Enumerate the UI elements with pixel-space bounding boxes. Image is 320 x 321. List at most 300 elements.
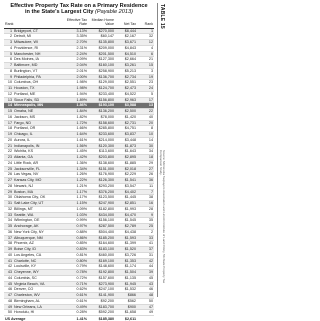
table-row xyxy=(4,218,154,224)
row-value: $124,700 xyxy=(88,86,115,92)
row-value: $156,800 xyxy=(88,97,115,103)
row-rank: 16 xyxy=(137,201,154,207)
row-city-name: Seattle, WA xyxy=(14,212,34,217)
row-rate: 1.56% xyxy=(62,143,88,149)
row-rank-number: 36 xyxy=(7,229,12,234)
row-rank: 19 xyxy=(137,74,154,80)
title-line-1: Effective Property Tax Rate on a Primary Residence xyxy=(10,3,148,9)
row-tax: $3,448 xyxy=(115,137,137,143)
row-rank: 23 xyxy=(137,80,154,86)
table-row xyxy=(4,281,154,287)
row-rate: 0.78% xyxy=(62,270,88,276)
row-tax: $3,547 xyxy=(115,183,137,189)
table-number-label: TABLE 15 xyxy=(159,4,165,29)
row-rank-number: 34 xyxy=(7,218,12,223)
row-value: $247,100 xyxy=(88,287,115,293)
row-rate: 1.34% xyxy=(62,166,88,172)
row-value: $201,500 xyxy=(88,51,115,57)
row-tax: $3,261 xyxy=(115,63,137,69)
row-tax: $2,551 xyxy=(115,80,137,86)
row-value: $156,100 xyxy=(88,218,115,224)
row-tax: $2,851 xyxy=(115,201,137,207)
row-rank-number: 37 xyxy=(7,235,12,240)
row-rate: 0.80% xyxy=(62,258,88,264)
row-rank: 26 xyxy=(137,172,154,178)
row-rank-number: 43 xyxy=(7,270,12,275)
table-row xyxy=(4,264,154,270)
table-row xyxy=(4,143,154,149)
row-rank: 34 xyxy=(137,149,154,155)
row-rate: 1.22% xyxy=(62,178,88,184)
table-row xyxy=(4,293,154,299)
table-row xyxy=(4,132,154,138)
row-rank-number: 25 xyxy=(7,166,12,171)
row-rank-number: 15 xyxy=(7,109,12,114)
table-row xyxy=(4,109,154,115)
row-city-name: New Orleans, LA xyxy=(14,304,42,309)
table-row xyxy=(4,28,154,34)
row-city-name: New York City, NY xyxy=(14,229,44,234)
row-rate: 0.49% xyxy=(62,304,88,310)
row-rate: 2.00% xyxy=(62,74,88,80)
table-row xyxy=(4,270,154,276)
table-row xyxy=(4,178,154,184)
row-rank: 24 xyxy=(137,86,154,92)
row-rank-number: 46 xyxy=(7,287,12,292)
row-rank-number: 35 xyxy=(7,224,12,229)
row-value: $123,500 xyxy=(88,195,115,201)
row-rank-number: 10 xyxy=(7,80,12,85)
row-value: $287,500 xyxy=(88,224,115,230)
row-tax: $1,353 xyxy=(115,258,137,264)
table-row xyxy=(4,45,154,51)
header-rate: Effective Tax Rate xyxy=(62,19,88,28)
table-row xyxy=(4,298,154,304)
row-value: $127,300 xyxy=(88,57,115,63)
table-row xyxy=(4,229,154,235)
footer-rank xyxy=(137,316,154,321)
row-rate: 0.81% xyxy=(62,252,88,258)
row-rank: 15 xyxy=(137,63,154,69)
row-rank-number: 9 xyxy=(9,74,12,79)
row-rate: 0.86% xyxy=(62,235,88,241)
row-city-name: Des Moines, IA xyxy=(14,57,40,62)
header-city: Rank xyxy=(4,19,62,28)
row-tax: $2,963 xyxy=(115,97,137,103)
row-rate: 1.98% xyxy=(62,86,88,92)
row-value: $183,700 xyxy=(88,304,115,310)
row-rank: 12 xyxy=(137,40,154,46)
row-rank: 32 xyxy=(137,34,154,40)
row-rank-number: 16 xyxy=(7,114,12,119)
table-row xyxy=(4,258,154,264)
row-city-name: Atlanta, GA xyxy=(14,155,33,160)
row-city-name: Los Angeles, CA xyxy=(14,252,42,257)
row-city-name: Albuquerque, NM xyxy=(14,235,43,240)
table-row xyxy=(4,206,154,212)
row-tax: $1,445 xyxy=(115,195,137,201)
row-rank: 31 xyxy=(137,252,154,258)
row-tax: $1,545 xyxy=(115,218,137,224)
row-rank: 25 xyxy=(137,224,154,230)
row-city-name: Boston, MA xyxy=(14,189,34,194)
row-city-name: Indianapolis, IN xyxy=(14,143,40,148)
row-tax: $3,837 xyxy=(115,132,137,138)
row-rate: 2.31% xyxy=(62,45,88,51)
row-tax: $4,402 xyxy=(115,189,137,195)
row-value: $434,000 xyxy=(88,212,115,218)
table-row xyxy=(4,149,154,155)
row-tax: $4,470 xyxy=(115,212,137,218)
table-row xyxy=(4,235,154,241)
footer-rate: 1.41% xyxy=(62,316,88,321)
title-line-2-text: in the State's Largest City xyxy=(25,9,94,16)
row-tax: $2,500 xyxy=(115,109,137,115)
row-rate: 0.71% xyxy=(62,281,88,287)
row-city-name: Bridgeport, CT xyxy=(14,28,38,33)
row-tax: $1,532 xyxy=(115,287,137,293)
row-tax: $2,789 xyxy=(115,224,137,230)
row-rate: 1.64% xyxy=(62,132,88,138)
row-rate: 2.24% xyxy=(62,51,88,57)
row-rank-number: 30 xyxy=(7,195,12,200)
row-rank: 46 xyxy=(137,287,154,293)
row-rank-number: 11 xyxy=(8,86,12,91)
row-rank-number: 14 xyxy=(7,103,12,108)
table-row xyxy=(4,155,154,161)
row-rate: 2.70% xyxy=(62,40,88,46)
row-rank: 2 xyxy=(137,229,154,235)
row-city-name: Billings, MT xyxy=(14,206,34,211)
row-tax: $1,420 xyxy=(115,114,137,120)
table-row xyxy=(4,86,154,92)
row-tax: $4,843 xyxy=(115,45,137,51)
row-rate: 1.17% xyxy=(62,195,88,201)
row-city-name: Chicago, IL xyxy=(14,132,33,137)
row-rank-number: 24 xyxy=(7,160,12,165)
row-rank-number: 3 xyxy=(9,40,12,45)
row-rate: 0.88% xyxy=(62,229,88,235)
row-rate: 1.09% xyxy=(62,206,88,212)
row-rank-number: 13 xyxy=(7,97,12,102)
row-rank-number: 32 xyxy=(7,206,12,211)
table-row xyxy=(4,103,154,109)
table-row xyxy=(4,195,154,201)
row-value: $78,000 xyxy=(88,114,115,120)
table-row xyxy=(4,224,154,230)
row-rate: 1.45% xyxy=(62,149,88,155)
row-value: $141,900 xyxy=(88,293,115,299)
row-rate: 0.61% xyxy=(62,293,88,299)
row-rank-number: 47 xyxy=(7,293,12,298)
row-rank: 17 xyxy=(137,97,154,103)
table-row xyxy=(4,120,154,126)
table-row xyxy=(4,126,154,132)
row-tax: $4,438 xyxy=(115,229,137,235)
row-rate: 0.62% xyxy=(62,287,88,293)
row-tax: $1,873 xyxy=(115,143,137,149)
row-city-name: Birmingham, AL xyxy=(14,298,41,303)
row-city-name: Charleston, WV xyxy=(14,293,40,298)
table-row xyxy=(4,40,154,46)
row-city-name: Aurora, IL xyxy=(14,137,31,142)
row-tax: $1,993 xyxy=(115,206,137,212)
title-line-2 xyxy=(4,9,154,15)
row-tax: $3,671 xyxy=(115,40,137,46)
row-tax: $1,658 xyxy=(115,310,137,316)
row-rate: 0.79% xyxy=(62,264,88,270)
row-rate: 3.35% xyxy=(62,34,88,40)
row-rank-number: 50 xyxy=(7,310,12,315)
row-city-name: Milwaukee, WI xyxy=(14,40,38,45)
side-rule xyxy=(157,3,158,297)
row-city-name: Oklahoma City, OK xyxy=(14,195,46,200)
row-rank-number: 1 xyxy=(9,28,12,33)
table-row xyxy=(4,189,154,195)
row-rate: 1.66% xyxy=(62,126,88,132)
row-tax: $1,643 xyxy=(115,149,137,155)
row-city-name: Boise City, ID xyxy=(14,247,37,252)
row-city-name: Anchorage, AK xyxy=(14,224,39,229)
row-rank: 14 xyxy=(137,137,154,143)
row-value: $460,000 xyxy=(88,252,115,258)
row-rank: 38 xyxy=(137,195,154,201)
row-city-name: Kansas City, MO xyxy=(14,178,42,183)
row-city-name: Portland, OR xyxy=(14,126,36,131)
row-rank-number: 27 xyxy=(7,178,12,183)
row-city-name: Columbus, OH xyxy=(14,80,39,85)
row-tax: $2,731 xyxy=(115,120,137,126)
row-rank: 5 xyxy=(137,91,154,97)
row-rank: 30 xyxy=(137,143,154,149)
row-tax: $1,945 xyxy=(115,281,137,287)
table-row xyxy=(4,34,154,40)
row-city-name: Houston, TX xyxy=(14,86,35,91)
row-tax: $2,018 xyxy=(115,166,137,172)
row-rank-number: 2 xyxy=(9,34,12,39)
row-tax: $866 xyxy=(115,293,137,299)
row-city-name: Detroit, MI xyxy=(14,34,32,39)
row-rank: 3 xyxy=(137,68,154,74)
row-rank-number: 4 xyxy=(9,45,12,50)
row-rank-number: 6 xyxy=(9,57,12,62)
table-row xyxy=(4,166,154,172)
header-value: Median Home Value xyxy=(88,19,115,28)
table-row xyxy=(4,212,154,218)
row-rate: 1.21% xyxy=(62,183,88,189)
table-row xyxy=(4,241,154,247)
row-value: $203,800 xyxy=(88,155,115,161)
table-row xyxy=(4,310,154,316)
row-rate: 1.94% xyxy=(62,91,88,97)
row-rank: 43 xyxy=(137,281,154,287)
table-row xyxy=(4,91,154,97)
table-row xyxy=(4,74,154,80)
table-row xyxy=(4,252,154,258)
row-rank-number: 19 xyxy=(7,132,12,137)
row-rank-number: 29 xyxy=(7,189,12,194)
row-value: $183,100 xyxy=(88,247,115,253)
row-rank: 18 xyxy=(137,155,154,161)
row-rank: 39 xyxy=(137,270,154,276)
row-value: $148,600 xyxy=(88,264,115,270)
row-city-name: Wilmington, DE xyxy=(14,218,40,223)
row-rank-number: 8 xyxy=(9,68,12,73)
row-city-name: Phoenix, AZ xyxy=(14,241,34,246)
table-row xyxy=(4,201,154,207)
row-rank: 13 xyxy=(137,103,154,109)
row-city-name: Omaha, NE xyxy=(14,109,34,114)
row-value: $113,600 xyxy=(88,149,115,155)
row-rank: 36 xyxy=(137,178,154,184)
row-rank: 10 xyxy=(137,132,154,138)
table-body xyxy=(4,28,154,316)
row-rank-number: 22 xyxy=(7,149,12,154)
row-value: $138,600 xyxy=(88,160,115,166)
row-tax: $2,229 xyxy=(115,172,137,178)
row-rank-number: 31 xyxy=(7,201,12,206)
row-value: $169,100 xyxy=(88,258,115,264)
row-rate: 1.86% xyxy=(62,103,88,109)
row-rate: 0.72% xyxy=(62,275,88,281)
row-city-name: Portland, ME xyxy=(14,91,36,96)
footer-value: $185,380 xyxy=(88,316,115,321)
row-rank: 42 xyxy=(137,258,154,264)
row-rank: 40 xyxy=(137,114,154,120)
row-tax: $900 xyxy=(115,304,137,310)
table-row xyxy=(4,51,154,57)
row-rank-number: 26 xyxy=(7,172,12,177)
row-rate: 2.09% xyxy=(62,57,88,63)
row-tax: $4,751 xyxy=(115,126,137,132)
row-rate: 1.15% xyxy=(62,201,88,207)
row-rank-number: 7 xyxy=(9,63,12,68)
row-value: $285,800 xyxy=(88,126,115,132)
row-rank-number: 38 xyxy=(7,241,12,246)
row-city-name: Denver, CO xyxy=(14,287,34,292)
row-rank: 20 xyxy=(137,120,154,126)
row-rank-number: 39 xyxy=(7,247,12,252)
row-value: $126,300 xyxy=(88,178,115,184)
row-city-name: Baltimore, MD xyxy=(14,63,38,68)
row-rank-number: 45 xyxy=(7,281,12,286)
row-value: $258,900 xyxy=(88,68,115,74)
row-rate: 1.17% xyxy=(62,189,88,195)
row-rank-number: 44 xyxy=(7,275,12,280)
row-rank: 37 xyxy=(137,247,154,253)
row-rank: 27 xyxy=(137,166,154,172)
row-city-name: Little Rock, AR xyxy=(14,160,39,165)
row-city-name: Las Vegas, NV xyxy=(14,172,39,177)
row-rank: 6 xyxy=(137,51,154,57)
row-city-name: Honolulu, HI xyxy=(14,310,35,315)
row-value: $151,000 xyxy=(88,166,115,172)
table-row xyxy=(4,247,154,253)
row-value: $176,900 xyxy=(88,172,115,178)
row-rank-number: 48 xyxy=(7,298,12,303)
row-rank: 4 xyxy=(137,45,154,51)
row-tax: $1,885 xyxy=(115,160,137,166)
row-rate: 0.99% xyxy=(62,218,88,224)
table-row xyxy=(4,114,154,120)
row-value: $209,000 xyxy=(88,45,115,51)
row-tax: $1,541 xyxy=(115,178,137,184)
title-note: (Payable 2013) xyxy=(95,9,133,16)
row-rate: 0.85% xyxy=(62,241,88,247)
row-tax: $1,135 xyxy=(115,275,137,281)
row-city-name: Jackson, MS xyxy=(14,114,36,119)
row-rank-number: 41 xyxy=(7,258,12,263)
row-rank-number: 33 xyxy=(7,212,12,217)
row-tax: $562 xyxy=(115,298,137,304)
row-tax: $1,399 xyxy=(115,241,137,247)
row-rank: 8 xyxy=(137,126,154,132)
row-rank-number: 12 xyxy=(7,91,12,96)
row-rank: 35 xyxy=(137,218,154,224)
row-tax: $3,588 xyxy=(115,103,137,109)
row-rank: 41 xyxy=(137,241,154,247)
row-rank-number: 5 xyxy=(9,51,12,56)
row-rate: 3.13% xyxy=(62,28,88,34)
row-tax: $2,167 xyxy=(115,34,137,40)
row-value: $592,200 xyxy=(88,310,115,316)
table-title xyxy=(4,3,154,16)
row-city-name: Wichita, KS xyxy=(14,149,34,154)
row-rank: 28 xyxy=(137,206,154,212)
row-value: $273,900 xyxy=(88,281,115,287)
table-row xyxy=(4,275,154,281)
row-tax: $2,895 xyxy=(115,155,137,161)
footer-row xyxy=(4,316,154,321)
row-rank: 22 xyxy=(137,109,154,115)
row-rate: 1.36% xyxy=(62,160,88,166)
row-city-name: Providence, RI xyxy=(14,45,39,50)
row-city-name: Burlington, VT xyxy=(14,68,38,73)
row-rank-number: 28 xyxy=(7,183,12,188)
table-row xyxy=(4,137,154,143)
row-rate: 0.61% xyxy=(62,298,88,304)
table-row xyxy=(4,63,154,69)
footer-label: US Average xyxy=(4,316,62,321)
row-value: $160,100 xyxy=(88,63,115,69)
header-tax: Net Tax xyxy=(115,19,137,28)
row-rank: 48 xyxy=(137,293,154,299)
row-rank: 21 xyxy=(137,57,154,63)
row-rate: 1.89% xyxy=(62,97,88,103)
row-value: $185,200 xyxy=(88,235,115,241)
row-rank: 47 xyxy=(137,304,154,310)
row-rank: 7 xyxy=(137,189,154,195)
row-rank-number: 20 xyxy=(7,137,12,142)
row-value: $136,700 xyxy=(88,74,115,80)
row-rate: 1.42% xyxy=(62,155,88,161)
row-city-name: Newark, NJ xyxy=(14,183,34,188)
row-city-name: Louisville, KY xyxy=(14,264,37,269)
row-rank-number: 42 xyxy=(7,264,12,269)
row-rank: 50 xyxy=(137,298,154,304)
row-rank: 49 xyxy=(137,310,154,316)
row-city-name: Virginia Beach, VA xyxy=(14,281,45,286)
row-rate: 2.01% xyxy=(62,68,88,74)
row-rank: 11 xyxy=(137,183,154,189)
row-value: $158,600 xyxy=(88,120,115,126)
table-row xyxy=(4,287,154,293)
row-tax: $2,734 xyxy=(115,74,137,80)
row-value: $129,000 xyxy=(88,80,115,86)
table-row xyxy=(4,183,154,189)
table-row xyxy=(4,68,154,74)
row-city-name: Salt Lake City, UT xyxy=(14,201,44,206)
